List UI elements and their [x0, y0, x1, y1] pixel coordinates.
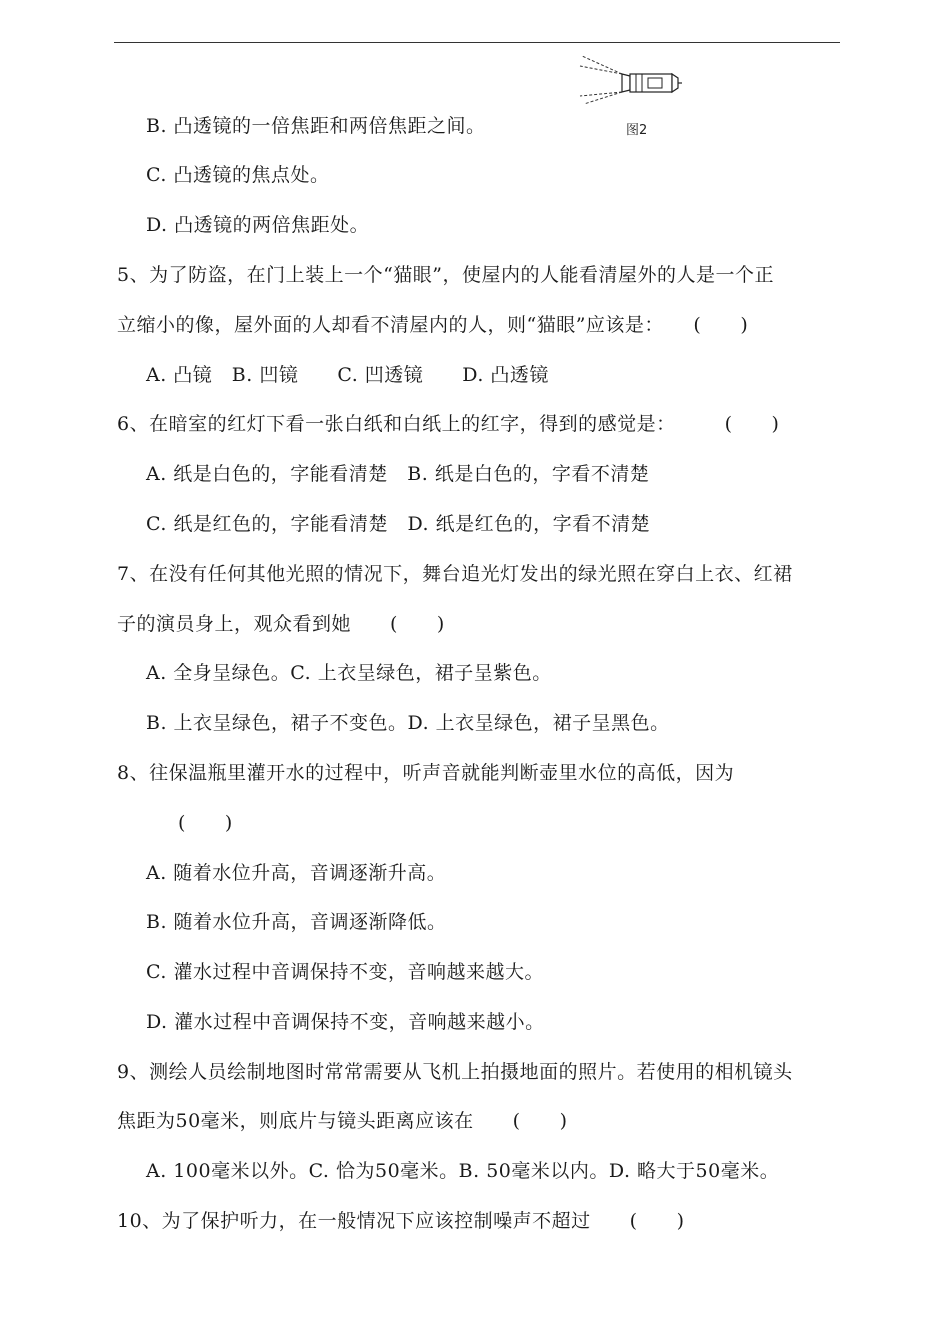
- answer-paren: ( ): [178, 812, 233, 834]
- option-line: C. 灌水过程中音调保持不变，音响越来越大。: [146, 961, 544, 983]
- option-line: C. 纸是红色的，字能看清楚 D. 纸是红色的，字看不清楚: [146, 513, 651, 535]
- question-line: 8、往保温瓶里灌开水的过程中，听声音就能判断壶里水位的高低，因为: [117, 762, 735, 784]
- option-line: A. 纸是白色的，字能看清楚 B. 纸是白色的，字看不清楚: [146, 463, 650, 485]
- option-line: A. 凸镜 B. 凹镜 C. 凹透镜 D. 凸透镜: [146, 364, 549, 386]
- question-line: 9、测绘人员绘制地图时常常需要从飞机上拍摄地面的照片。若使用的相机镜头: [117, 1061, 793, 1083]
- question-line: 7、在没有任何其他光照的情况下，舞台追光灯发出的绿光照在穿白上衣、红裙: [117, 563, 793, 585]
- option-line: B. 凸透镜的一倍焦距和两倍焦距之间。: [146, 115, 486, 137]
- question-line: 5、为了防盗，在门上装上一个“猫眼”，使屋内的人能看清屋外的人是一个正: [117, 264, 775, 286]
- option-line: B. 上衣呈绿色，裙子不变色。D. 上衣呈绿色，裙子呈黑色。: [146, 712, 670, 734]
- question-line: 6、在暗室的红灯下看一张白纸和白纸上的红字，得到的感觉是： ( ): [117, 413, 780, 435]
- question-line: 立缩小的像，屋外面的人却看不清屋内的人，则“猫眼”应该是： ( ): [117, 314, 749, 336]
- option-line: A. 全身呈绿色。C. 上衣呈绿色，裙子呈紫色。: [146, 662, 552, 684]
- option-line: B. 随着水位升高，音调逐渐降低。: [146, 911, 447, 933]
- question-line: 子的演员身上，观众看到她 ( ): [117, 613, 445, 635]
- figure-caption: 图2: [626, 123, 648, 138]
- question-line: 焦距为50毫米，则底片与镜头距离应该在 ( ): [117, 1110, 568, 1132]
- option-line: A. 随着水位升高，音调逐渐升高。: [146, 862, 447, 884]
- option-line: C. 凸透镜的焦点处。: [146, 164, 330, 186]
- question-line: 10、为了保护听力，在一般情况下应该控制噪声不超过 ( ): [117, 1210, 685, 1232]
- option-line: A. 100毫米以外。C. 恰为50毫米。B. 50毫米以内。D. 略大于50毫米。: [146, 1160, 780, 1182]
- option-line: D. 灌水过程中音调保持不变，音响越来越小。: [146, 1011, 545, 1033]
- header-rule: [114, 42, 840, 43]
- option-line: D. 凸透镜的两倍焦距处。: [146, 214, 370, 236]
